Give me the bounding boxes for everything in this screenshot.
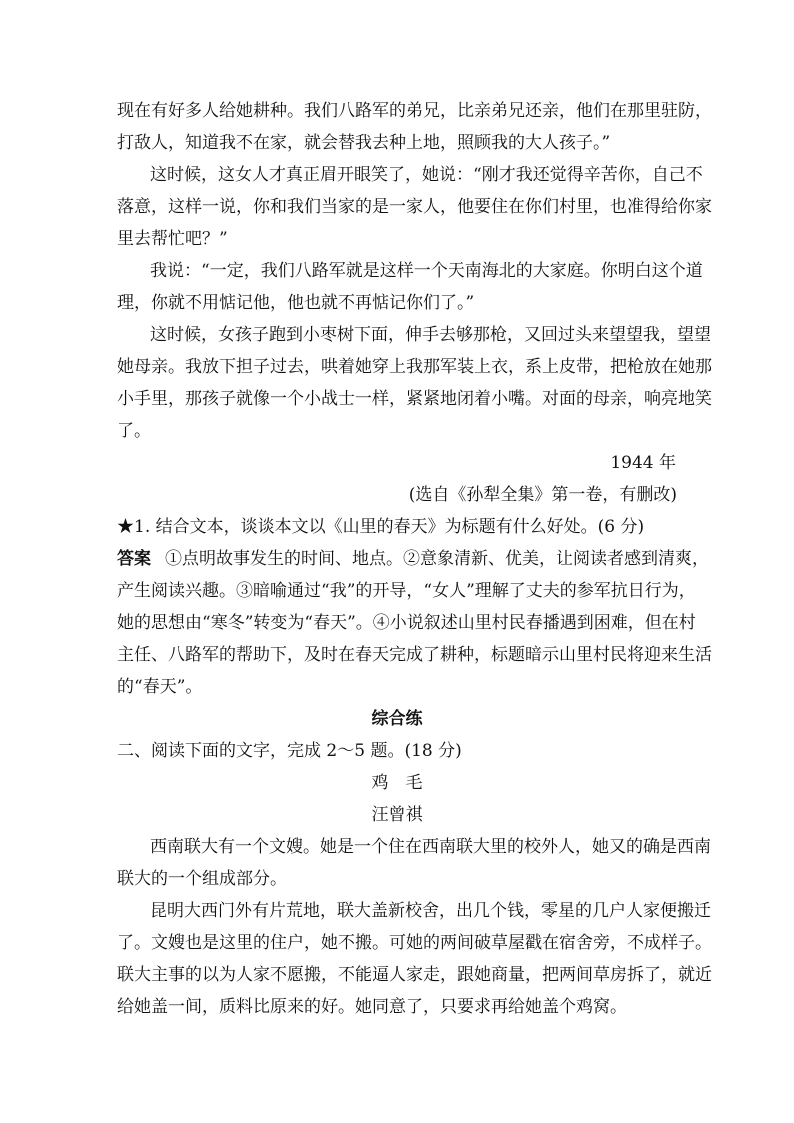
paragraph-line: 联大的一个组成部分。 xyxy=(117,869,287,889)
story-source: (选自《孙犁全集》第一卷，有删改) xyxy=(408,485,677,505)
paragraph-line: 她母亲。我放下担子过去，哄着她穿上我那军装上衣，系上皮带，把枪放在她那 xyxy=(117,357,712,377)
answer-line: 产生阅读兴趣。③暗喻通过“我”的开导，“女人”理解了丈夫的参军抗日行为， xyxy=(117,581,696,601)
paragraph-line: 联大主事的以为人家不愿搬，不能逼人家走，跟她商量，把两间草房拆了，就近 xyxy=(117,965,712,985)
paragraph-line: 西南联大有一个文嫂。她是一个住在西南联大里的校外人，她又的确是西南 xyxy=(150,837,711,857)
paragraph-line: 现在有好多人给她耕种。我们八路军的弟兄，比亲弟兄还亲，他们在那里驻防， xyxy=(117,101,712,121)
paragraph-line: 小手里，那孩子就像一个小战士一样，紧紧地闭着小嘴。对面的母亲，响亮地笑 xyxy=(117,389,712,409)
paragraph-line: 给她盖一间，质料比原来的好。她同意了，只要求再给她盖个鸡窝。 xyxy=(117,997,627,1017)
section-heading: 综合练 xyxy=(371,709,423,729)
paragraph-line: 理，你就不用惦记他，他也就不再惦记你们了。” xyxy=(117,293,475,313)
text-title: 鸡 毛 xyxy=(371,773,423,793)
paragraph-line: 了。文嫂也是这里的住户，她不搬。可她的两间破草屋戳在宿舍旁，不成样子。 xyxy=(117,933,712,953)
paragraph-line: 落意，这样一说，你和我们当家的是一家人，他要住在你们村里，也准得给你家 xyxy=(117,197,712,217)
text-author: 汪曾祺 xyxy=(371,805,423,825)
question-text: ★1. 结合文本，谈谈本文以《山里的春天》为标题有什么好处。(6 分) xyxy=(117,517,645,537)
answer-text: ①点明故事发生的时间、地点。②意象清新、优美，让阅读者感到清爽， xyxy=(165,549,709,569)
paragraph-line: 这时候，这女人才真正眉开眼笑了，她说：“刚才我还觉得辛苦你，自己不 xyxy=(150,165,703,185)
paragraph-line: 我说：“一定，我们八路军就是这样一个天南海北的大家庭。你明白这个道 xyxy=(150,261,703,281)
answer-line: 的“春天”。 xyxy=(117,677,203,697)
paragraph-line: 了。 xyxy=(117,421,151,441)
answer-line xyxy=(117,549,709,569)
paragraph-line: 昆明大西门外有片荒地，联大盖新校舍，出几个钱，零星的几户人家便搬迁 xyxy=(150,901,711,921)
story-date: 1944 年 xyxy=(610,453,676,473)
section-instruction: 二、阅读下面的文字，完成 2～5 题。(18 分) xyxy=(117,741,462,761)
answer-label: 答案 xyxy=(117,549,151,569)
answer-line: 主任、八路军的帮助下，及时在春天完成了耕种，标题暗示山里村民将迎来生活 xyxy=(117,645,712,665)
paragraph-line: 打敌人，知道我不在家，就会替我去种上地，照顾我的大人孩子。” xyxy=(117,133,611,153)
paragraph-line: 这时候，女孩子跑到小枣树下面，伸手去够那枪，又回过头来望望我，望望 xyxy=(150,325,711,345)
answer-line: 她的思想由“寒冬”转变为“春天”。④小说叙述山里村民春播遇到困难，但在村 xyxy=(117,613,696,633)
paragraph-line: 里去帮忙吧？” xyxy=(117,229,228,249)
